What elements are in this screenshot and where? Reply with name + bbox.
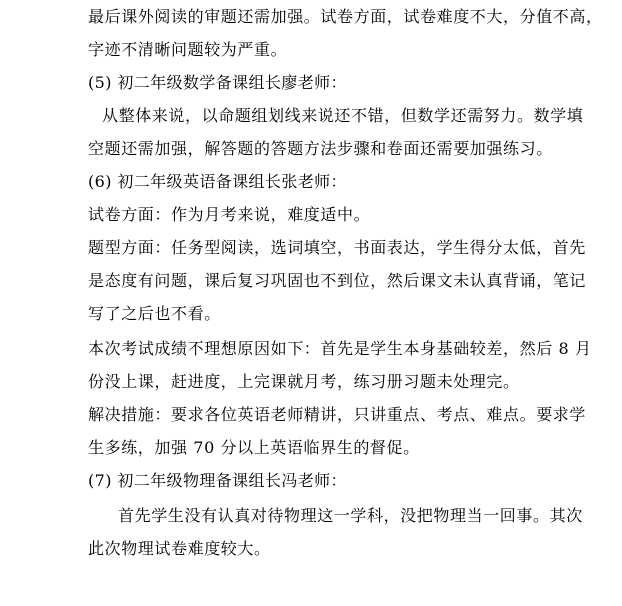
text-line-12: 份没上课，赶进度，上完课就月考，练习册习题未处理完。: [88, 372, 520, 391]
section-heading-7: (7) 初二年级物理备课组长冯老师：: [88, 471, 347, 490]
text-line-11: 本次考试成绩不理想原因如下：首先是学生本身基础较差，然后 8 月: [88, 339, 592, 358]
text-line-16: 首先学生没有认真对待物理这一学科，没把物理当一回事。其次: [118, 506, 583, 525]
text-line-4: 从整体来说，以命题组划线来说还不错，但数学还需努力。数学填: [102, 106, 584, 125]
section-heading-6: (6) 初二年级英语备课组长张老师：: [88, 172, 347, 191]
section-heading-5: (5) 初二年级数学备课组长廖老师：: [88, 73, 347, 92]
text-line-9: 是态度有问题，课后复习巩固也不到位，然后课文未认真背诵，笔记: [88, 271, 587, 290]
text-line-5: 空题还需加强，解答题的答题方法步骤和卷面还需要加强练习。: [88, 139, 553, 158]
text-line-2: 字迹不清晰问题较为严重。: [88, 40, 288, 59]
text-line-8: 题型方面：任务型阅读，选词填空，书面表达，学生得分太低，首先: [88, 238, 587, 257]
text-line-10: 写了之后也不看。: [88, 304, 221, 323]
text-line-14: 生多练，加强 70 分以上英语临界生的督促。: [88, 438, 420, 457]
text-line-13: 解决措施：要求各位英语老师精讲，只讲重点、考点、难点。要求学: [88, 405, 587, 424]
text-line-7: 试卷方面：作为月考来说，难度适中。: [88, 205, 371, 224]
text-line-17: 此次物理试卷难度较大。: [88, 539, 271, 558]
text-line-1: 最后课外阅读的审题还需加强。试卷方面，试卷难度不大，分值不高，: [88, 7, 603, 26]
